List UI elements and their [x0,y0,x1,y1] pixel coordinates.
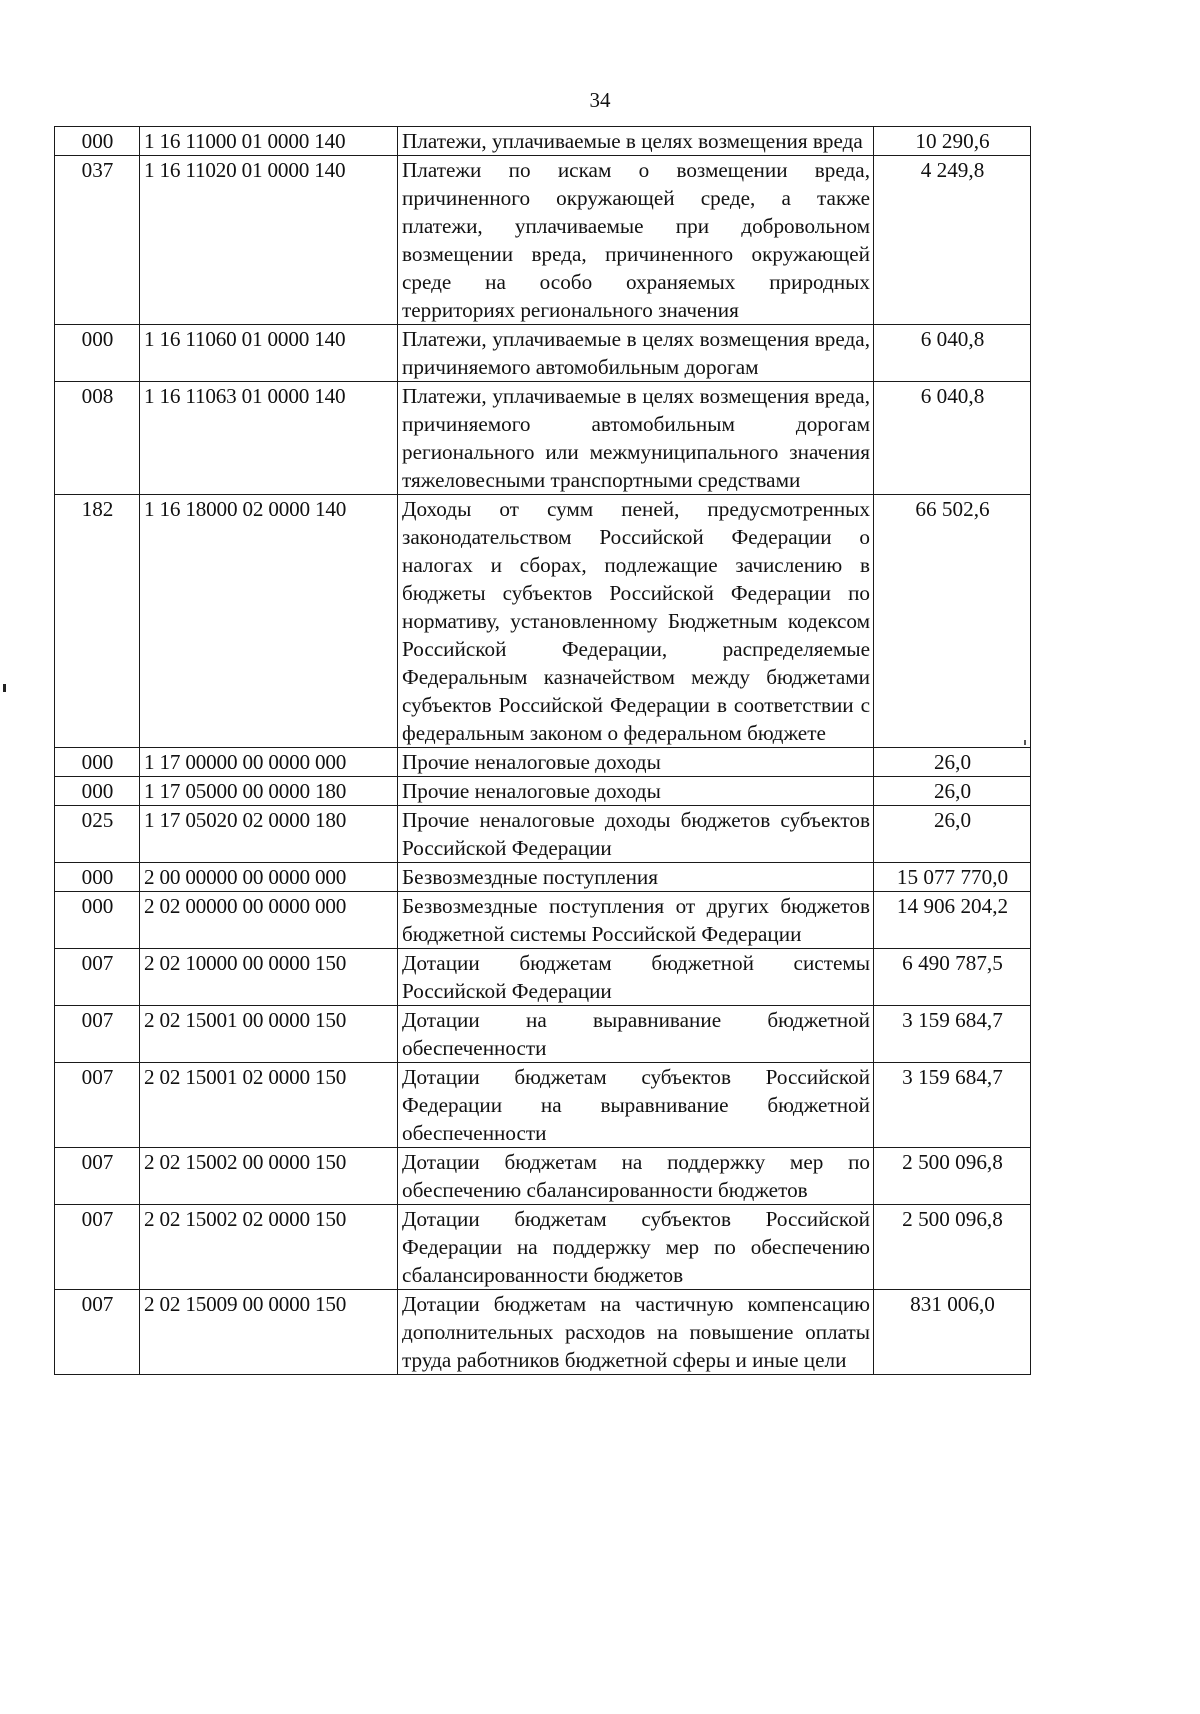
income-name-cell: Прочие неналоговые доходы бюджетов субъектов Российской Федерации [398,806,874,863]
admin-code-cell: 182 [55,495,140,748]
amount-cell: 6 040,8 [874,382,1031,495]
table-row [55,777,1031,806]
amount-cell: 26,0 [874,777,1031,806]
admin-code-cell: 007 [55,1205,140,1290]
table-row [55,806,1031,863]
amount-cell: 3 159 684,7 [874,1006,1031,1063]
amount-cell: 10 290,6 [874,127,1031,156]
income-name-cell: Дотации бюджетам субъектов Российской Федерации на поддержку мер по обеспечению сбалансированности бюджетов [398,1205,874,1290]
table-row [55,1006,1031,1063]
budget-code-cell: 1 16 18000 02 0000 140 [140,495,398,748]
amount-cell: 26,0 [874,748,1031,777]
table-row [55,892,1031,949]
admin-code-cell: 007 [55,949,140,1006]
admin-code-cell: 007 [55,1063,140,1148]
budget-code-cell: 2 02 10000 00 0000 150 [140,949,398,1006]
budget-code-cell: 1 16 11060 01 0000 140 [140,325,398,382]
table-row [55,1205,1031,1290]
table-row [55,949,1031,1006]
income-name-cell: Платежи, уплачиваемые в целях возмещения вреда, причиняемого автомобильным дорогам регионального или межмуниципального значения тяжеловесными транспортными средствами [398,382,874,495]
budget-code-cell: 2 02 15002 00 0000 150 [140,1148,398,1205]
scan-edge-mark [3,684,6,692]
amount-cell: 3 159 684,7 [874,1063,1031,1148]
budget-code-cell: 2 02 00000 00 0000 000 [140,892,398,949]
budget-code-cell: 1 16 11063 01 0000 140 [140,382,398,495]
table-row [55,382,1031,495]
budget-code-cell: 1 17 05000 00 0000 180 [140,777,398,806]
budget-code-cell: 1 17 05020 02 0000 180 [140,806,398,863]
income-name-cell: Прочие неналоговые доходы [398,777,874,806]
table-row [55,1148,1031,1205]
income-name-cell: Доходы от сумм пеней, предусмотренных законодательством Российской Федерации о налогах и сборах, подлежащие зачислению в бюджеты субъектов Российской Федерации по нормативу, установленному Бюджетным кодексом Российской Федерации, распределяемые Федеральным казначейством между бюджетами субъектов Российской Федерации в соответствии с федеральным законом о федеральном бюджете [398,495,874,748]
table-row [55,1063,1031,1148]
table-row [55,863,1031,892]
table-row [55,156,1031,325]
amount-cell: 14 906 204,2 [874,892,1031,949]
table-row [55,748,1031,777]
amount-cell: 831 006,0 [874,1290,1031,1375]
admin-code-cell: 000 [55,863,140,892]
table-row [55,1290,1031,1375]
admin-code-cell: 000 [55,127,140,156]
income-name-cell: Дотации бюджетам субъектов Российской Федерации на выравнивание бюджетной обеспеченности [398,1063,874,1148]
income-name-cell: Безвозмездные поступления от других бюджетов бюджетной системы Российской Федерации [398,892,874,949]
amount-cell: 4 249,8 [874,156,1031,325]
amount-cell: 2 500 096,8 [874,1205,1031,1290]
amount-cell: 15 077 770,0 [874,863,1031,892]
admin-code-cell: 025 [55,806,140,863]
budget-code-cell: 2 00 00000 00 0000 000 [140,863,398,892]
table-row [55,325,1031,382]
income-name-cell: Безвозмездные поступления [398,863,874,892]
admin-code-cell: 037 [55,156,140,325]
income-name-cell: Платежи, уплачиваемые в целях возмещения вреда, причиняемого автомобильным дорогам [398,325,874,382]
budget-code-cell: 2 02 15009 00 0000 150 [140,1290,398,1375]
admin-code-cell: 007 [55,1148,140,1205]
income-name-cell: Дотации на выравнивание бюджетной обеспеченности [398,1006,874,1063]
budget-code-cell: 2 02 15002 02 0000 150 [140,1205,398,1290]
admin-code-cell: 000 [55,748,140,777]
budget-code-cell: 2 02 15001 00 0000 150 [140,1006,398,1063]
budget-code-cell: 1 16 11020 01 0000 140 [140,156,398,325]
income-name-cell: Дотации бюджетам бюджетной системы Российской Федерации [398,949,874,1006]
amount-cell: 66 502,6 [874,495,1031,748]
scan-speck-mark [1024,740,1026,745]
page-number: 34 [589,88,611,112]
income-name-cell: Платежи, уплачиваемые в целях возмещения вреда [398,127,874,156]
admin-code-cell: 000 [55,892,140,949]
admin-code-cell: 007 [55,1006,140,1063]
admin-code-cell: 000 [55,325,140,382]
admin-code-cell: 000 [55,777,140,806]
admin-code-cell: 007 [55,1290,140,1375]
table-body [55,127,1031,1375]
amount-cell: 26,0 [874,806,1031,863]
budget-code-cell: 1 17 00000 00 0000 000 [140,748,398,777]
budget-revenue-table [54,126,1031,1375]
amount-cell: 2 500 096,8 [874,1148,1031,1205]
table-row [55,495,1031,748]
admin-code-cell: 008 [55,382,140,495]
income-name-cell: Дотации бюджетам на поддержку мер по обеспечению сбалансированности бюджетов [398,1148,874,1205]
amount-cell: 6 040,8 [874,325,1031,382]
income-name-cell: Платежи по искам о возмещении вреда, причиненного окружающей среде, а также платежи, уплачиваемые при добровольном возмещении вреда, причиненного окружающей среде на особо охраняемых природных территориях регионального значения [398,156,874,325]
budget-code-cell: 1 16 11000 01 0000 140 [140,127,398,156]
budget-code-cell: 2 02 15001 02 0000 150 [140,1063,398,1148]
income-name-cell: Дотации бюджетам на частичную компенсацию дополнительных расходов на повышение оплаты труда работников бюджетной сферы и иные цели [398,1290,874,1375]
amount-cell: 6 490 787,5 [874,949,1031,1006]
table-row [55,127,1031,156]
income-name-cell: Прочие неналоговые доходы [398,748,874,777]
